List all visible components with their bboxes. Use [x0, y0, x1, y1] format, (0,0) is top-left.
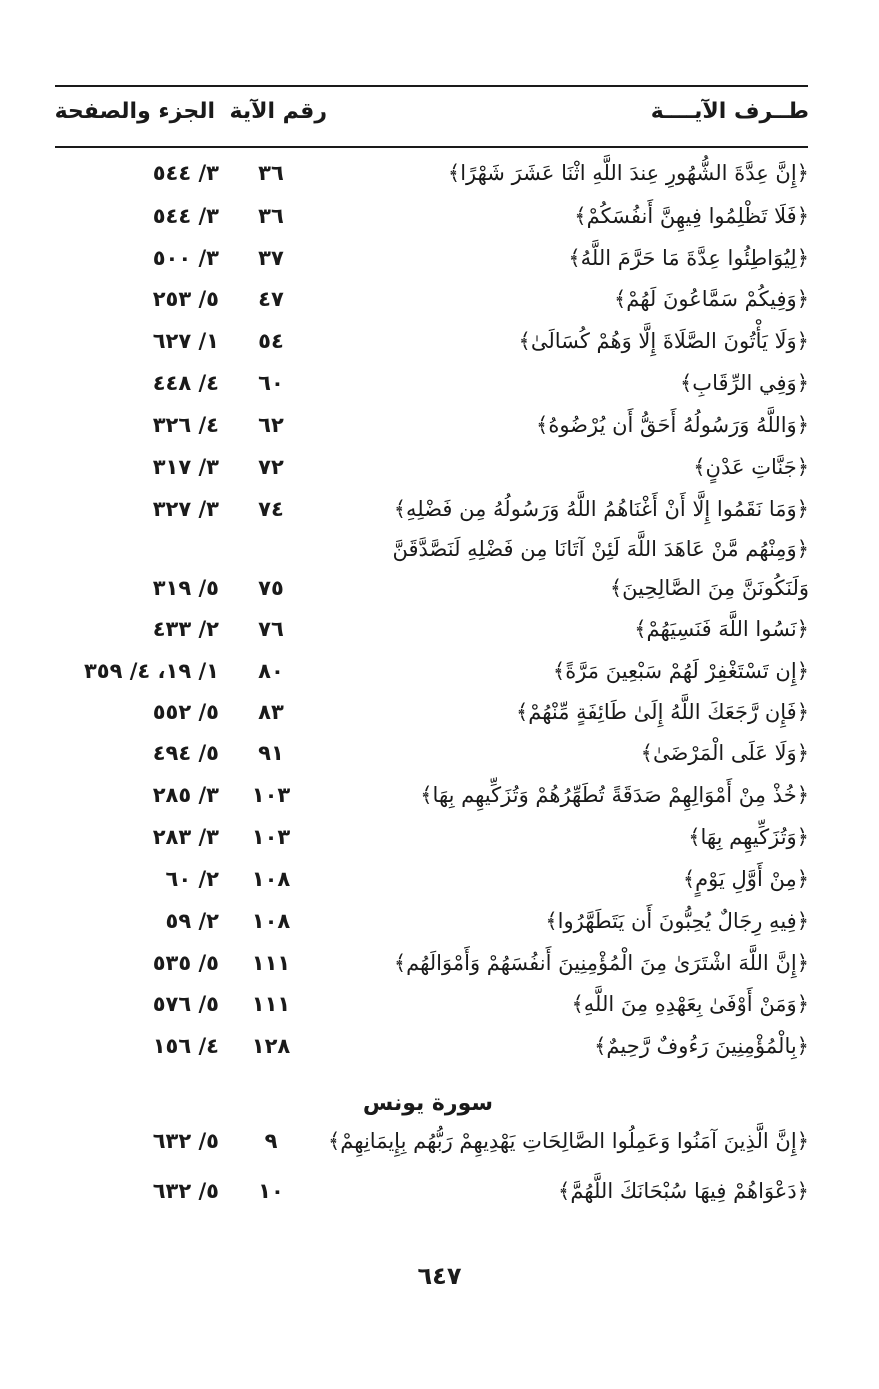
top-rule — [55, 85, 808, 87]
table-row — [0, 446, 879, 488]
volume-page-reference: ٣/ ٥٤٤ — [152, 161, 219, 185]
table-row — [0, 732, 879, 774]
table-row — [0, 362, 879, 404]
verse-text: ﴿وَتُزَكِّيهِم بِهَا﴾ — [688, 825, 809, 849]
verse-number: ١٠٣ — [251, 783, 291, 807]
volume-page-reference: ٢/ ٥٩ — [165, 909, 219, 933]
continuation-line: ﴿وَمِنْهُم مَّنْ عَاهَدَ اللَّهَ لَئِنْ آتَانَا مِن فَضْلِهِ لَنَصَّدَّقَنَّ — [392, 537, 809, 561]
table-row — [0, 900, 879, 942]
volume-page-reference: ١/ ٦٢٧ — [152, 329, 219, 353]
surah-title: سورة يونس — [362, 1091, 493, 1116]
table-row — [0, 195, 879, 237]
table-row — [0, 650, 879, 692]
verse-text: ﴿فَلَا تَظْلِمُوا فِيهِنَّ أَنفُسَكُمْ﴾ — [574, 204, 809, 228]
volume-page-reference: ٥/ ٥٣٥ — [152, 951, 219, 975]
verse-number: ٧٤ — [258, 497, 284, 521]
verse-text: ﴿فَإِن رَّجَعَكَ اللَّهُ إِلَىٰ طَائِفَةٍ مِّنْهُمْ﴾ — [515, 700, 809, 724]
verse-text: ﴿وَمَنْ أَوْفَىٰ بِعَهْدِهِ مِنَ اللَّهِ﴾ — [571, 992, 809, 1016]
table-row — [0, 858, 879, 900]
volume-page-reference: ٥/ ٥٧٦ — [152, 992, 219, 1016]
verse-number: ١٠٣ — [251, 825, 291, 849]
volume-page-reference: ١/ ١٩، ٤/ ٣٥٩ — [83, 659, 219, 683]
verse-number: ٧٦ — [258, 617, 284, 641]
volume-page-reference: ٣/ ٣١٧ — [152, 455, 219, 479]
verse-number: ١٠٨ — [251, 909, 291, 933]
volume-page-reference: ٣/ ٢٨٥ — [152, 783, 219, 807]
verse-number: ٨٠ — [258, 659, 284, 683]
verse-number: ٣٦ — [258, 161, 284, 185]
verse-text: ﴿لِيُوَاطِئُوا عِدَّةَ مَا حَرَّمَ اللَّهُ﴾ — [568, 246, 809, 270]
verse-text: ﴿فِيهِ رِجَالٌ يُحِبُّونَ أَن يَتَطَهَّرُوا﴾ — [545, 909, 809, 933]
volume-page-reference: ٥/ ٢٥٣ — [152, 287, 219, 311]
verse-number: ٦٢ — [258, 413, 284, 437]
verse-text: ﴿وَلَا عَلَى الْمَرْضَىٰ﴾ — [640, 741, 809, 765]
verse-number: ٧٥ — [258, 576, 284, 600]
volume-page-reference: ٣/ ٥٤٤ — [152, 204, 219, 228]
table-row — [0, 608, 879, 650]
table-row — [0, 320, 879, 362]
table-row — [0, 942, 879, 984]
verse-number-column-header: رقم الآية — [229, 99, 327, 124]
verse-text: ﴿وَاللَّهُ وَرَسُولُهُ أَحَقُّ أَن يُرْضُوهُ﴾ — [536, 413, 809, 437]
volume-page-reference: ٢/ ٦٠ — [165, 867, 219, 891]
verse-number: ١١١ — [251, 951, 291, 975]
header-rule — [55, 146, 808, 148]
table-row — [0, 691, 879, 733]
verse-text: ﴿إِنَّ الَّذِينَ آمَنُوا وَعَمِلُوا الصَّالِحَاتِ يَهْدِيهِمْ رَبُّهُم بِإِيمَانِهِمْ﴾ — [327, 1129, 809, 1153]
table-row — [0, 567, 879, 609]
verse-number: ٣٦ — [258, 204, 284, 228]
verse-number: ١٠٨ — [251, 867, 291, 891]
volume-page-reference: ٥/ ٤٩٤ — [152, 741, 219, 765]
verse-number: ١٠ — [258, 1179, 284, 1203]
volume-page-reference: ٤/ ١٥٦ — [152, 1034, 219, 1058]
verse-text: ﴿جَنَّاتِ عَدْنٍ﴾ — [693, 455, 809, 479]
table-row — [0, 983, 879, 1025]
volume-page-reference: ٥/ ٦٣٢ — [152, 1179, 219, 1203]
verse-column-header: طــرف الآيــــة — [650, 99, 809, 124]
verse-text: ﴿إِنَّ اللَّهَ اشْتَرَىٰ مِنَ الْمُؤْمِنِينَ أَنفُسَهُمْ وَأَمْوَالَهُم﴾ — [393, 951, 809, 975]
verse-number: ٦٠ — [258, 371, 284, 395]
verse-number: ٩ — [264, 1129, 278, 1153]
table-row — [0, 278, 879, 320]
verse-text: ﴿خُذْ مِنْ أَمْوَالِهِمْ صَدَقَةً تُطَهِّرُهُمْ وَتُزَكِّيهِم بِهَا﴾ — [420, 783, 809, 807]
verse-text: ﴿وَفِي الرِّقَابِ﴾ — [680, 371, 809, 395]
table-row — [0, 816, 879, 858]
verse-text: ﴿مِنْ أَوَّلِ يَوْمٍ﴾ — [682, 867, 809, 891]
volume-page-reference: ٣/ ٢٨٣ — [152, 825, 219, 849]
volume-page-reference: ٥/ ٣١٩ — [152, 576, 219, 600]
table-row — [0, 774, 879, 816]
verse-text: ﴿إِن تَسْتَغْفِرْ لَهُمْ سَبْعِينَ مَرَّةً﴾ — [552, 659, 809, 683]
verse-text: ﴿وَمَا نَقَمُوا إِلَّا أَنْ أَغْنَاهُمُ اللَّهُ وَرَسُولُهُ مِن فَضْلِهِ﴾ — [393, 497, 809, 521]
volume-page-column-header: الجزء والصفحة — [54, 99, 215, 124]
verse-text: وَلَنَكُونَنَّ مِنَ الصَّالِحِينَ﴾ — [609, 576, 809, 600]
verse-number: ٩١ — [258, 741, 284, 765]
volume-page-reference: ٤/ ٣٢٦ — [152, 413, 219, 437]
verse-number: ٣٧ — [258, 246, 284, 270]
verse-number: ٤٧ — [258, 287, 284, 311]
volume-page-reference: ٣/ ٣٢٧ — [152, 497, 219, 521]
table-row — [0, 237, 879, 279]
table-row — [0, 1120, 879, 1162]
verse-text: ﴿دَعْوَاهُمْ فِيهَا سُبْحَانَكَ اللَّهُمَّ﴾ — [558, 1179, 809, 1203]
page-number: ٦٤٧ — [417, 1262, 462, 1290]
table-row — [0, 152, 879, 194]
verse-number: ١١١ — [251, 992, 291, 1016]
verse-text: ﴿نَسُوا اللَّهَ فَنَسِيَهُمْ﴾ — [634, 617, 809, 641]
volume-page-reference: ٥/ ٥٥٢ — [152, 700, 219, 724]
table-row — [0, 1170, 879, 1212]
verse-text: ﴿بِالْمُؤْمِنِينَ رَءُوفٌ رَّحِيمٌ﴾ — [594, 1034, 809, 1058]
verse-number: ٧٢ — [258, 455, 284, 479]
verse-text: ﴿وَلَا يَأْتُونَ الصَّلَاةَ إِلَّا وَهُمْ كُسَالَىٰ﴾ — [518, 329, 809, 353]
table-row — [0, 1025, 879, 1067]
volume-page-reference: ٤/ ٤٤٨ — [152, 371, 219, 395]
volume-page-reference: ٥/ ٦٣٢ — [152, 1129, 219, 1153]
verse-number: ٨٣ — [258, 700, 284, 724]
volume-page-reference: ٢/ ٤٣٣ — [152, 617, 219, 641]
verse-text: ﴿وَفِيكُمْ سَمَّاعُونَ لَهُمْ﴾ — [613, 287, 809, 311]
verse-number: ١٢٨ — [251, 1034, 291, 1058]
table-row — [0, 404, 879, 446]
verse-number: ٥٤ — [258, 329, 284, 353]
table-row — [0, 488, 879, 530]
volume-page-reference: ٣/ ٥٠٠ — [152, 246, 219, 270]
verse-text: ﴿إِنَّ عِدَّةَ الشُّهُورِ عِندَ اللَّهِ اثْنَا عَشَرَ شَهْرًا﴾ — [447, 161, 809, 185]
